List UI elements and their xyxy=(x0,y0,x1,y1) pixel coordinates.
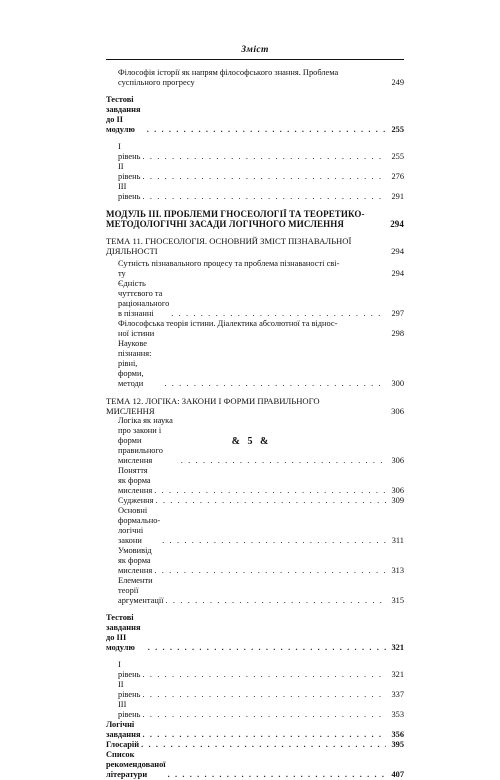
toc-entry xyxy=(106,142,404,162)
dot-leader xyxy=(168,770,386,780)
toc-entry-page: 313 xyxy=(391,566,404,575)
toc-entry xyxy=(106,209,404,229)
toc-entry-title: Логічні завдання xyxy=(106,720,141,739)
toc-entry-page: 306 xyxy=(391,406,404,416)
header-rule xyxy=(106,59,404,60)
toc-entry xyxy=(106,279,404,319)
dot-leader xyxy=(142,690,386,700)
toc-entry-title: Єдність чуттєвого та раціонального в пізнанні xyxy=(118,279,170,318)
toc-entry-title: ІІІ рівень xyxy=(118,182,141,201)
toc-entry-page: 306 xyxy=(391,456,404,465)
toc-entry xyxy=(106,466,404,496)
dot-leader xyxy=(181,456,386,466)
toc-entry xyxy=(106,182,404,202)
dot-leader xyxy=(148,643,386,653)
dot-leader xyxy=(156,496,386,506)
toc-entry-title: Умовивід як форма мислення xyxy=(118,546,153,575)
toc-entry-page: 306 xyxy=(391,486,404,495)
toc-entry xyxy=(106,613,404,653)
toc-entry-page: 315 xyxy=(391,596,404,605)
toc-entry xyxy=(106,506,404,546)
dot-leader xyxy=(142,172,386,182)
toc-entry xyxy=(106,700,404,720)
toc-entry-page: 356 xyxy=(391,730,404,739)
toc-entry xyxy=(106,396,404,416)
running-head: Зміст xyxy=(241,45,269,55)
toc-entry-page: 291 xyxy=(391,192,404,201)
toc-entry-page: 353 xyxy=(391,710,404,719)
dot-leader xyxy=(166,596,386,606)
toc-entry xyxy=(106,68,404,88)
toc-entry-page: 294 xyxy=(390,219,404,229)
toc-entry-title: І рівень xyxy=(118,660,141,679)
toc-entry xyxy=(106,546,404,576)
toc-entry-title: Список рекомендованої літератури xyxy=(106,750,166,779)
toc-entry-title: ТЕМА 12. ЛОГІКА: ЗАКОНИ І ФОРМИ ПРАВИЛЬНОГО МИСЛЕННЯ xyxy=(106,396,320,416)
toc-entry-page: 294 xyxy=(391,246,404,256)
toc-entry-page: 255 xyxy=(391,125,404,134)
toc-entry-title: ТЕМА 11. ГНОСЕОЛОГІЯ. ОСНОВНИЙ ЗМІСТ ПІЗНАВАЛЬНОЇ ДІЯЛЬНОСТІ xyxy=(106,236,352,256)
toc-entry xyxy=(106,576,404,606)
toc-entry-title: Елементи теорії аргументації xyxy=(118,576,164,605)
toc-entry xyxy=(106,740,404,750)
toc-entry-title: Глосарій xyxy=(106,740,140,749)
footer-left-ornament: & xyxy=(231,436,240,447)
toc-entry xyxy=(106,339,404,389)
dot-leader xyxy=(162,536,386,546)
dot-leader xyxy=(164,379,386,389)
toc-entry-page: 249 xyxy=(391,78,404,87)
dot-leader xyxy=(142,192,386,202)
table-of-contents xyxy=(106,68,404,780)
toc-entry-title: ІІ рівень xyxy=(118,680,141,699)
dot-leader xyxy=(142,730,386,740)
footer-right-ornament: & xyxy=(260,436,269,447)
toc-entry-page: 297 xyxy=(391,309,404,318)
dot-leader xyxy=(142,152,386,162)
toc-entry xyxy=(106,236,404,256)
toc-entry-title: Поняття як форма мислення xyxy=(118,466,153,495)
toc-entry-title: Тестові завдання до ІІ модулю xyxy=(106,95,141,134)
dot-leader xyxy=(171,309,386,319)
toc-entry-title: І рівень xyxy=(118,142,141,161)
dot-leader xyxy=(141,740,386,750)
page-number: 5 xyxy=(247,436,253,447)
toc-entry xyxy=(106,319,404,339)
toc-entry-page: 300 xyxy=(391,379,404,388)
toc-entry-title: Тестові завдання до ІІІ модулю xyxy=(106,613,141,652)
page-footer xyxy=(0,436,500,447)
toc-entry-page: 294 xyxy=(391,269,404,278)
toc-entry-page: 321 xyxy=(391,643,404,652)
toc-entry-title: МОДУЛЬ ІІІ. ПРОБЛЕМИ ГНОСЕОЛОГІЇ ТА ТЕОРЕТИКО- МЕТОДОЛОГІЧНІ ЗАСАДИ ЛОГІЧНОГО МИСЛЕННЯ xyxy=(106,209,365,229)
toc-entry xyxy=(106,162,404,182)
toc-entry-page: 276 xyxy=(391,172,404,181)
toc-entry xyxy=(106,95,404,135)
dot-leader xyxy=(154,486,386,496)
toc-entry-page: 407 xyxy=(391,770,404,779)
dot-leader xyxy=(147,125,386,135)
toc-entry xyxy=(106,259,404,279)
toc-entry-page: 321 xyxy=(391,670,404,679)
toc-entry xyxy=(106,660,404,680)
toc-entry xyxy=(106,496,404,506)
toc-entry-title: ІІІ рівень xyxy=(118,700,141,719)
toc-entry xyxy=(106,750,404,780)
dot-leader xyxy=(154,566,386,576)
toc-entry-page: 309 xyxy=(391,496,404,505)
toc-entry xyxy=(106,680,404,700)
toc-entry-title: Основні формально-логічні закони xyxy=(118,506,161,545)
toc-entry-title: Судження xyxy=(118,496,154,505)
toc-entry-title: Філософська теорія істини. Діалектика абсолютної та віднос- ної істини xyxy=(118,319,338,338)
toc-entry-page: 311 xyxy=(391,536,404,545)
toc-entry-title: ІІ рівень xyxy=(118,162,141,181)
toc-entry-page: 255 xyxy=(391,152,404,161)
dot-leader xyxy=(142,670,386,680)
toc-entry-page: 298 xyxy=(391,329,404,338)
toc-entry-title: Сутність пізнавального процесу та проблема пізнаваності сві- ту xyxy=(118,259,340,278)
dot-leader xyxy=(142,710,386,720)
toc-entry-page: 395 xyxy=(391,740,404,749)
toc-entry-title: Філософія історії як напрям філософського знання. Проблема суспільного прогресу xyxy=(118,68,339,87)
toc-entry-title: Логіка як наука про закони і форми правильного мислення xyxy=(118,416,173,465)
toc-entry-title: Наукове пізнання: рівні, форми, методи xyxy=(118,339,152,388)
toc-entry xyxy=(106,720,404,740)
toc-entry-page: 337 xyxy=(391,690,404,699)
